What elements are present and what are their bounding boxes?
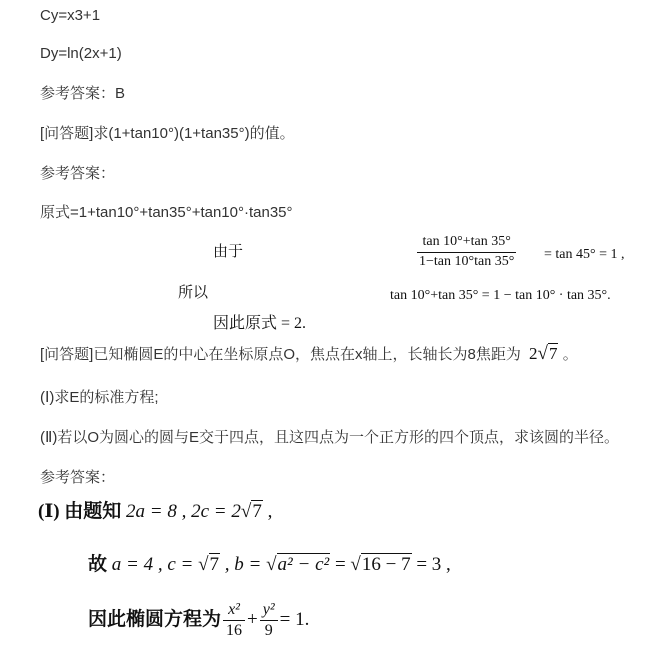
q2-question: [问答题]求(1+tan10°)(1+tan35°)的值。 xyxy=(40,125,295,142)
option-c: Cy=x3+1 xyxy=(40,7,101,24)
sol-line-2-b: , b = xyxy=(220,554,267,575)
q2-fraction-numerator: tan 10°+tan 35° xyxy=(422,234,511,249)
sqrt-sign-icon: √ xyxy=(240,501,252,522)
sol-line-1-expr: 2a = 8 , 2c = 2 xyxy=(126,501,241,522)
q2-so-label: 所以 xyxy=(178,285,209,301)
sqrt-sign-icon: √ xyxy=(266,554,277,575)
q3-question-end: 。 xyxy=(562,346,578,363)
q3-focal-value xyxy=(529,344,563,363)
q3-part2: (Ⅱ)若以O为圆心的圆与E交于四点，且这四点为一个正方形的四个顶点，求该圆的半径。 xyxy=(40,429,620,446)
sol-line-1-prefix: (Ⅰ) 由题知 xyxy=(38,501,122,522)
option-d: Dy=ln(2x+1) xyxy=(40,45,122,62)
sol-line-2-eq: = xyxy=(330,554,351,575)
y-fraction-denominator: 9 xyxy=(260,620,278,640)
q2-fraction-denominator: 1−tan 10°tan 35° xyxy=(419,254,515,269)
q3-question-text: [问答题]已知椭圆E的中心在坐标原点O，焦点在x轴上，长轴长为8焦距为 xyxy=(40,346,521,363)
sol-line-1-end: , xyxy=(262,501,273,522)
q2-because-label: 由于 xyxy=(213,244,244,260)
sol-line-2-radicand-7: 7 xyxy=(209,554,220,575)
x-fraction-numerator: x² xyxy=(228,601,240,619)
q3-focal-radicand: 7 xyxy=(548,344,558,363)
sol-line-2-end: = 3 , xyxy=(411,554,451,575)
sol-line-2-prefix: 故 xyxy=(88,554,108,575)
sol-line-3 xyxy=(88,600,309,640)
q3-question xyxy=(40,344,578,365)
q3-focal-coef: 2 xyxy=(529,344,538,363)
y-fraction-numerator: y² xyxy=(262,601,275,619)
sqrt-sign-icon: √ xyxy=(198,554,209,575)
sol-line-3-prefix: 因此椭圆方程为 xyxy=(88,609,222,630)
sol-line-2-radicand-ac: a² − c² xyxy=(277,554,330,575)
y-fraction xyxy=(260,601,278,640)
sol-line-1 xyxy=(38,502,272,522)
q3-part1: (Ⅰ)求E的标准方程; xyxy=(40,389,159,406)
sol-line-3-end: = 1. xyxy=(279,609,310,630)
sol-line-2-radicand-num: 16 − 7 xyxy=(361,554,411,575)
x-fraction-denominator: 16 xyxy=(223,620,245,640)
plus-sign: + xyxy=(247,609,258,630)
x-fraction xyxy=(223,601,245,640)
q2-fraction-result: = tan 45° = 1 , xyxy=(544,247,625,262)
sqrt-sign-icon: √ xyxy=(350,554,361,575)
q2-conclusion: 因此原式 = 2. xyxy=(213,315,307,332)
q2-answer-label: 参考答案： xyxy=(40,165,116,182)
q2-expansion: 原式=1+tan10°+tan35°+tan10°·tan35° xyxy=(40,204,293,221)
q1-answer: 参考答案：B xyxy=(40,85,126,102)
sol-line-1-radicand: 7 xyxy=(252,501,262,522)
q2-fraction xyxy=(417,234,516,270)
sol-line-2-a: a = 4 , c = xyxy=(111,554,199,575)
sqrt-sign-icon: √ xyxy=(537,343,548,364)
sol-line-2 xyxy=(88,555,451,575)
q2-so-expression: tan 10°+tan 35° = 1 − tan 10° · tan 35°. xyxy=(390,288,611,303)
q3-answer-label: 参考答案： xyxy=(40,469,116,486)
